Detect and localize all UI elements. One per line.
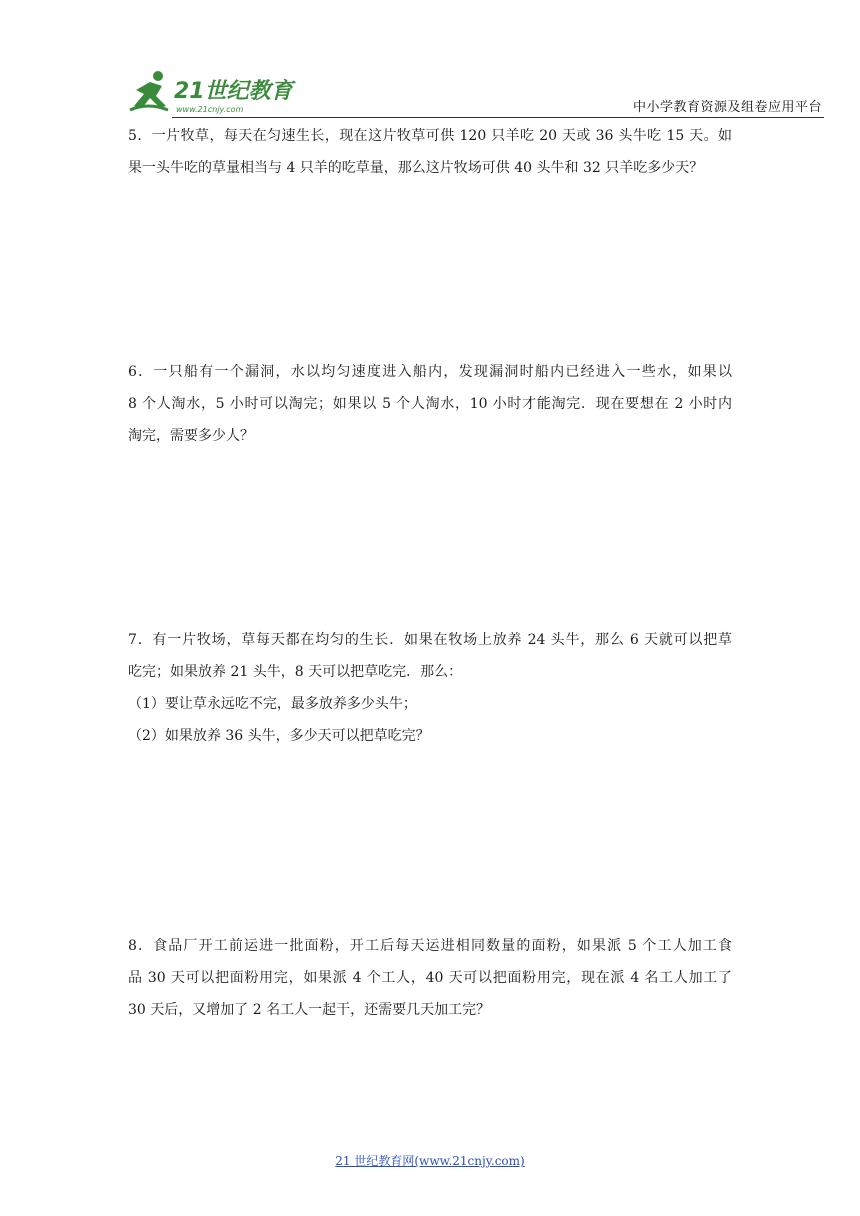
page-header xyxy=(128,64,824,118)
question-line: 30 天后，又增加了 2 名工人一起干，还需要几天加工完？ xyxy=(128,1002,491,1018)
question-line: 品 30 天可以把面粉用完，如果派 4 个工人，40 天可以把面粉用完，现在派 4 名工人加工了 xyxy=(128,970,732,986)
question-line: 7．有一片牧场，草每天都在均匀的生长．如果在牧场上放养 24 头牛，那么 6 天就可以把草 xyxy=(128,632,732,648)
svg-text:21世纪教育: 21世纪教育 xyxy=(174,79,293,104)
question-line: 淘完，需要多少人？ xyxy=(128,428,254,444)
platform-tagline: 中小学教育资源及组卷应用平台 xyxy=(632,100,822,115)
footer-link[interactable]: 21 世纪教育网(www.21cnjy.com) xyxy=(335,1154,525,1168)
question-line: 8．食品厂开工前运进一批面粉，开工后每天运进相同数量的面粉，如果派 5 个工人加工食 xyxy=(128,938,732,954)
question-line: 果一头牛吃的草量相当与 4 只羊的吃草量，那么这片牧场可供 40 头牛和 32 只羊吃多少天？ xyxy=(128,160,704,176)
question-line: 吃完；如果放养 21 头牛，8 天可以把草吃完．那么： xyxy=(128,664,463,680)
svg-text:www.21cnjy.com: www.21cnjy.com xyxy=(176,105,244,114)
question-5 xyxy=(128,120,732,184)
question-line: 5．一片牧草，每天在匀速生长，现在这片牧草可供 120 只羊吃 20 天或 36 头牛吃 15 天。如 xyxy=(128,128,732,144)
question-8 xyxy=(128,930,732,1026)
logo xyxy=(128,68,308,116)
question-line: 8 个人淘水，5 小时可以淘完；如果以 5 个人淘水，10 小时才能淘完．现在要想在 2 小时内 xyxy=(128,396,732,412)
question-6 xyxy=(128,356,732,452)
question-line: 6．一只船有一个漏洞，水以均匀速度进入船内，发现漏洞时船内已经进入一些水，如果以 xyxy=(128,364,732,380)
header-divider xyxy=(172,117,824,118)
question-7 xyxy=(128,624,732,752)
question-subitem: （2）如果放养 36 头牛，多少天可以把草吃完？ xyxy=(128,728,430,744)
runner-logo-icon xyxy=(128,68,308,116)
page-footer xyxy=(0,1152,860,1169)
question-subitem: （1）要让草永远吃不完，最多放养多少头牛； xyxy=(128,696,417,712)
